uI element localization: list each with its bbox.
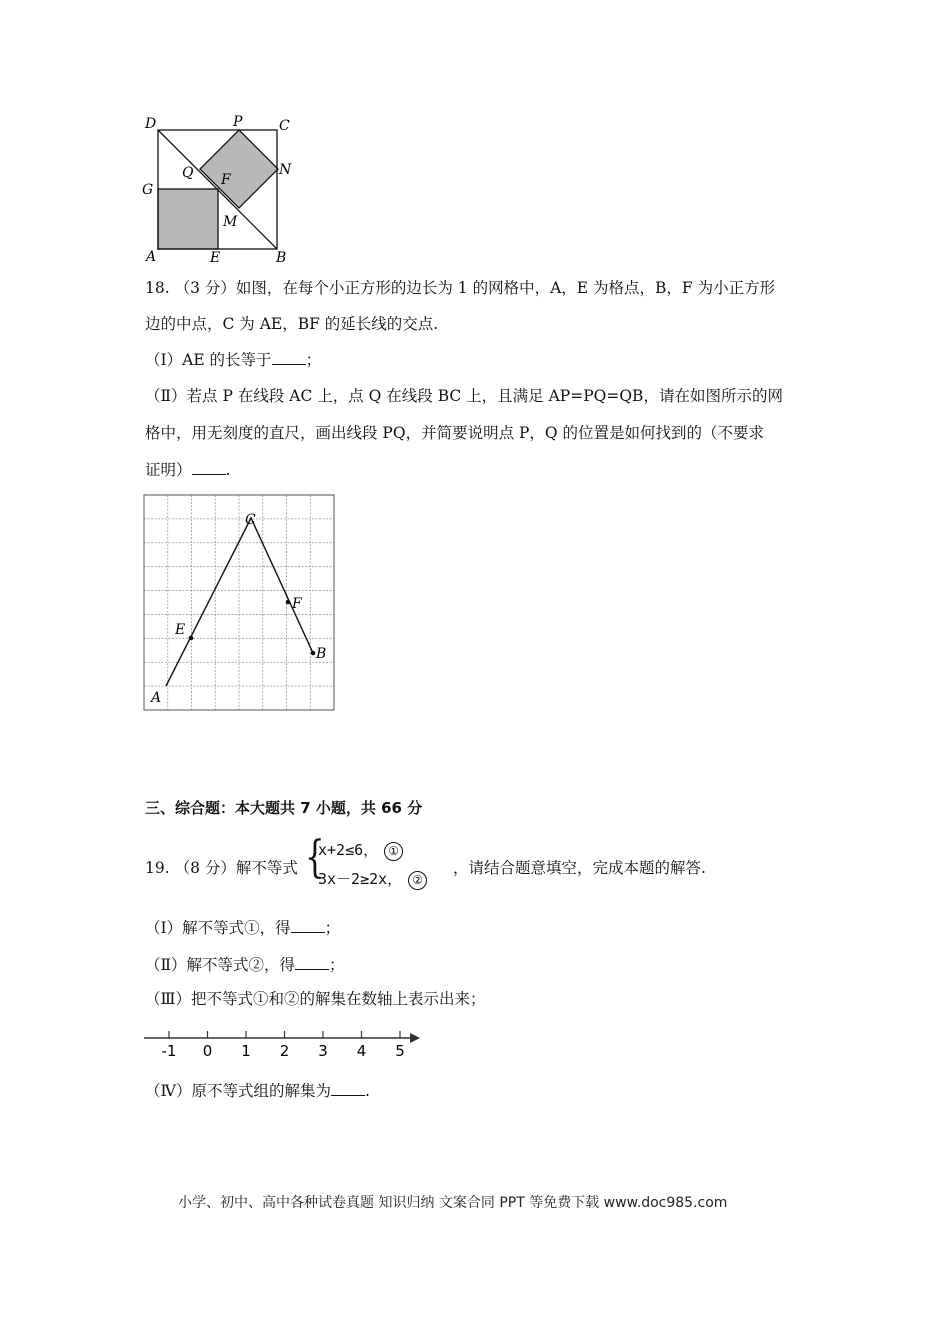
inequality-1-mark: ① xyxy=(384,842,403,861)
q18-part2-line3-suffix: . xyxy=(225,461,231,479)
number-line-label: 3 xyxy=(318,1042,328,1060)
q19-part4 xyxy=(145,1081,370,1101)
inequality-1-text: x+2≤6， xyxy=(318,841,379,859)
number-line-label: 5 xyxy=(395,1042,405,1060)
number-line-label: 0 xyxy=(202,1042,213,1060)
number-line-label: 2 xyxy=(279,1042,290,1060)
system-brace: { xyxy=(305,832,325,883)
label-a: A xyxy=(146,249,157,265)
q19-part2-suffix: ； xyxy=(329,956,345,974)
q19-part1-suffix: ； xyxy=(324,919,341,937)
page-footer: 小学、初中、高中各种试卷真题 知识归纳 文案合同 PPT 等免费下载 www.doc985.com xyxy=(178,1195,728,1211)
label-n: N xyxy=(279,162,292,178)
number-line xyxy=(140,1026,430,1062)
q19-suffix: ，请结合题意填空，完成本题的解答. xyxy=(453,859,706,877)
section-title: 三、综合题：本大题共 7 小题，共 66 分 xyxy=(145,799,423,817)
label-f: F xyxy=(221,172,231,188)
number-line-label: 1 xyxy=(241,1042,251,1060)
label-p: P xyxy=(233,114,243,130)
grid-figure xyxy=(143,494,336,712)
system-inequality-1 xyxy=(318,840,403,861)
label-g: G xyxy=(142,182,154,198)
q18-part1 xyxy=(145,350,321,370)
shaded-square-agme xyxy=(158,189,218,249)
q19-part4-prefix: （Ⅳ）原不等式组的解集为 xyxy=(145,1082,331,1100)
label-e: E xyxy=(210,250,221,266)
q18-stem-line2: 边的中点，C 为 AE，BF 的延长线的交点. xyxy=(145,315,439,333)
number-line-label: -1 xyxy=(161,1042,177,1060)
square-figure xyxy=(140,112,310,267)
grid-label-b: B xyxy=(316,646,327,662)
q19-part3: （Ⅲ）把不等式①和②的解集在数轴上表示出来； xyxy=(145,990,486,1008)
label-b: B xyxy=(276,250,287,266)
label-m: M xyxy=(223,214,238,230)
q19-part1-prefix: （Ⅰ）解不等式①，得 xyxy=(145,919,291,937)
point-f xyxy=(286,600,291,605)
inequality-2-mark: ② xyxy=(408,871,427,890)
grid-lines xyxy=(144,495,334,710)
answer-blank[interactable] xyxy=(295,955,329,970)
system-inequality-2 xyxy=(318,869,427,890)
answer-blank[interactable] xyxy=(192,460,226,475)
q19-part1 xyxy=(145,918,340,938)
grid-label-c: C xyxy=(245,512,256,528)
grid-label-a: A xyxy=(151,690,162,706)
q18-part2-line3 xyxy=(145,460,230,480)
number-line-label: 4 xyxy=(356,1042,367,1060)
grid-label-f: F xyxy=(292,596,302,612)
q18-part2-line2: 格中，用无刻度的直尺，画出线段 PQ，并简要说明点 P，Q 的位置是如何找到的（不要求 xyxy=(145,424,765,442)
inequality-2-text: 3x－2≥2x， xyxy=(318,870,403,888)
point-e xyxy=(189,636,194,641)
q19-part4-suffix: . xyxy=(365,1082,370,1100)
q18-part1-prefix: （Ⅰ）AE 的长等于 xyxy=(145,351,272,369)
label-d: D xyxy=(145,116,157,132)
q18-part2-line3-prefix: 证明） xyxy=(145,461,192,479)
grid-label-e: E xyxy=(175,622,186,638)
answer-blank[interactable] xyxy=(291,918,325,933)
q18-part2-line1: （Ⅱ）若点 P 在线段 AC 上，点 Q 在线段 BC 上，且满足 AP=PQ=QB，请在如图所示的网 xyxy=(145,387,783,405)
label-q: Q xyxy=(182,165,194,181)
q19-part2 xyxy=(145,955,345,975)
label-c: C xyxy=(279,118,290,134)
answer-blank[interactable] xyxy=(331,1081,365,1096)
q18-stem-line1: 18. （3 分）如图，在每个小正方形的边长为 1 的网格中，A，E 为格点，B，F 为小正方形 xyxy=(145,279,776,297)
q19-prefix: 19. （8 分）解不等式 xyxy=(145,859,298,877)
segment-a-c-b xyxy=(166,518,313,686)
point-b xyxy=(311,651,316,656)
q18-part1-suffix: ； xyxy=(305,351,322,369)
number-line-arrow xyxy=(410,1033,420,1043)
q19-part2-prefix: （Ⅱ）解不等式②，得 xyxy=(145,956,296,974)
answer-blank[interactable] xyxy=(272,350,306,365)
